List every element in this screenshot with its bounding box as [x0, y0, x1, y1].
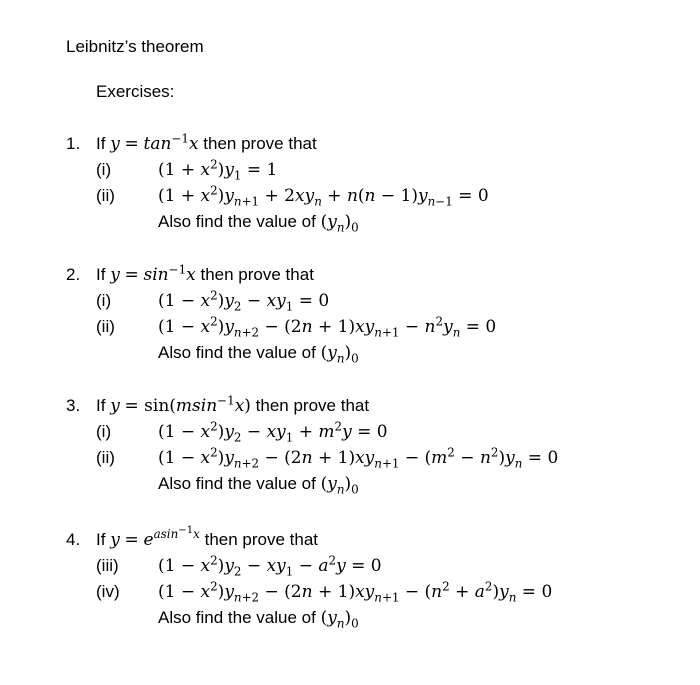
equation: $(1 - x^2)y_2 - xy_1 = 0$ — [158, 288, 330, 314]
exercise-number: 3. — [66, 396, 81, 415]
exercise-number: 2. — [66, 265, 81, 284]
item-label: (iv) — [96, 582, 120, 601]
also-find: Also find the value of $(y_n)_0$ — [158, 212, 359, 235]
equation: $(1 - x^2)y_{n+2} - (2n + 1)xy_{n+1} - n^2y_n = 0$ — [158, 314, 497, 340]
page-title: Leibnitz’s theorem — [66, 37, 204, 56]
statement-prefix: If — [96, 265, 106, 284]
exercise-number: 1. — [66, 134, 81, 153]
item-label: (ii) — [96, 186, 115, 205]
exercise-statement: If y = sin(msin$^{-1}$x) then prove that — [96, 393, 370, 416]
exercise-statement: If $y = \tan^{-1}x$ then prove that — [96, 131, 317, 154]
also-find: Also find the value of $(y_n)_0$ — [158, 474, 359, 497]
exercise-number: 4. — [66, 530, 81, 549]
item-label: (i) — [96, 160, 112, 179]
equation: $(1 - x^2)y_2 - xy_1 - a^2y = 0$ — [158, 553, 382, 579]
item-label: (i) — [96, 291, 112, 310]
statement-prefix: If — [96, 134, 106, 153]
exercise-statement: If $y = e^{asin^{-1}x}$ then prove that — [96, 525, 319, 550]
item-label: (ii) — [96, 448, 115, 467]
statement-suffix: then prove that — [204, 530, 319, 549]
statement-suffix: then prove that — [255, 396, 370, 415]
item-label: (ii) — [96, 317, 115, 336]
equation: $(1 + x^2)y_1 = 1$ — [158, 157, 278, 183]
also-find: Also find the value of $(y_n)_0$ — [158, 343, 359, 366]
equation: $(1 - x^2)y_{n+2} - (2n + 1)xy_{n+1} - (n^2 + a^2)y_n = 0$ — [158, 579, 553, 605]
statement-prefix: If — [96, 530, 106, 549]
exercises-heading: Exercises: — [96, 82, 175, 101]
statement-prefix: If — [96, 396, 106, 415]
also-find: Also find the value of $(y_n)_0$ — [158, 608, 359, 631]
statement-suffix: then prove that — [200, 265, 314, 284]
equation: $(1 - x^2)y_2 - xy_1 + m^2y = 0$ — [158, 419, 388, 445]
equation: $(1 + x^2)y_{n+1} + 2xy_n + n(n - 1)y_{n-1} = 0$ — [158, 183, 489, 209]
item-label: (i) — [96, 422, 112, 441]
item-label: (iii) — [96, 556, 119, 575]
exercise-statement: If $y = \sin^{-1}x$ then prove that — [96, 262, 314, 285]
statement-suffix: then prove that — [203, 134, 317, 153]
equation: $(1 - x^2)y_{n+2} - (2n + 1)xy_{n+1} - (m^2 - n^2)y_n = 0$ — [158, 445, 559, 471]
